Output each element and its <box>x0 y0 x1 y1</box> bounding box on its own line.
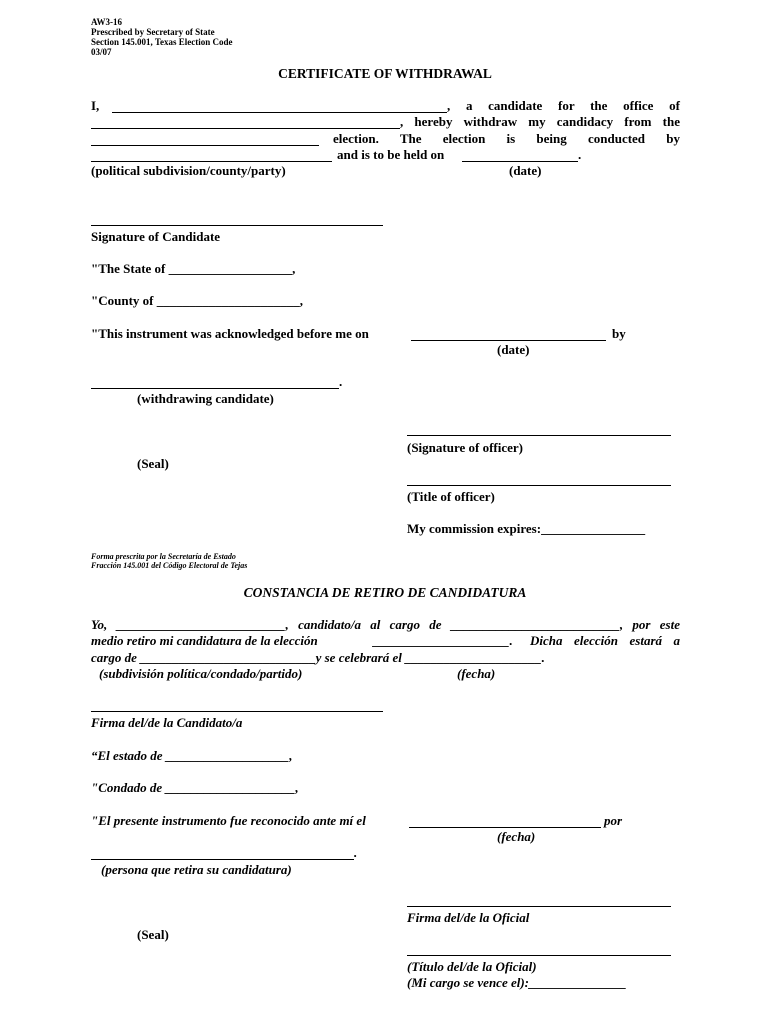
section-ref: Section 145.001, Texas Election Code <box>91 37 233 47</box>
line3-end: election. The election is being conducted by <box>333 131 680 146</box>
acknowledged-by: by <box>612 326 626 341</box>
spanish-note-1: Forma prescrita por la Secretaría de Estado <box>91 552 236 561</box>
state-of-field[interactable]: "The State of ___________________, <box>91 261 296 276</box>
reconocido-fecha-label: (fecha) <box>497 829 536 844</box>
english-title: CERTIFICATE OF WITHDRAWAL <box>278 66 492 81</box>
prescribed-by: Prescribed by Secretary of State <box>91 27 215 37</box>
line1-start: I, <box>91 98 100 113</box>
spanish-note-2: Fracción 145.001 del Código Electoral de Tejas <box>91 561 248 570</box>
firma-candidato-label: Firma del/de la Candidato/a <box>91 715 243 730</box>
firma-oficial-label: Firma del/de la Oficial <box>407 910 530 925</box>
firma-oficial-line[interactable] <box>407 906 671 907</box>
political-subdivision-label: (political subdivision/county/party) <box>91 163 286 178</box>
condado-de-field[interactable]: "Condado de ____________________, <box>91 780 299 795</box>
commission-expires-field[interactable]: My commission expires:________________ <box>407 521 646 536</box>
candidate-name-blank[interactable] <box>112 112 447 113</box>
line1-end: , a candidate for the office of <box>447 98 680 113</box>
spanish-fecha-label: (fecha) <box>457 666 496 681</box>
persona-period: . <box>354 845 358 860</box>
reconocido-por: por <box>604 813 623 828</box>
titulo-oficial-label: (Título del/de la Oficial) <box>407 959 537 974</box>
officer-signature-label: (Signature of officer) <box>407 440 524 455</box>
spanish-seal-label: (Seal) <box>137 927 169 942</box>
county-of-field[interactable]: "County of ______________________, <box>91 293 303 308</box>
line4-mid: and is to be held on <box>337 147 445 162</box>
acknowledged-date-blank[interactable] <box>411 340 606 341</box>
candidate-signature-line[interactable] <box>91 225 383 226</box>
spanish-election-blank[interactable]: _____________________. <box>373 633 513 648</box>
spanish-title: CONSTANCIA DE RETIRO DE CANDIDATURA <box>243 585 527 600</box>
persona-label: (persona que retira su candidatura) <box>101 862 292 877</box>
spanish-subdivision-label: (subdivisión política/condado/partido) <box>99 666 303 681</box>
date-blank[interactable] <box>462 161 578 162</box>
persona-line[interactable] <box>91 859 354 860</box>
withdrawing-period: . <box>339 374 343 389</box>
acknowledged-text: "This instrument was acknowledged before me on <box>91 326 369 341</box>
office-blank[interactable] <box>91 128 400 129</box>
spanish-candidate-signature-line[interactable] <box>91 711 383 712</box>
political-subdivision-blank[interactable] <box>91 161 332 162</box>
withdrawing-candidate-line[interactable] <box>91 388 339 389</box>
titulo-oficial-line[interactable] <box>407 955 671 956</box>
reconocido-text: "El presente instrumento fue reconocido ante mí el <box>91 813 366 828</box>
line4-end: . <box>578 147 582 162</box>
spanish-line3[interactable]: cargo de ___________________________y se celebrará el _____________________. <box>91 650 545 665</box>
cargo-vence-field[interactable]: (Mi cargo se vence el):_______________ <box>407 975 627 990</box>
estado-de-field[interactable]: “El estado de ___________________, <box>91 748 293 763</box>
form-id: AW3-16 <box>91 17 122 27</box>
date-label: (date) <box>509 163 542 178</box>
spanish-line2-end: Dicha elección estará a <box>530 633 680 648</box>
election-blank[interactable] <box>91 145 319 146</box>
spanish-line1[interactable]: Yo, __________________________, candidato/a al cargo de __________________________, por este <box>91 617 680 632</box>
form-date: 03/07 <box>91 47 112 57</box>
withdrawing-candidate-label: (withdrawing candidate) <box>137 391 274 406</box>
officer-title-line[interactable] <box>407 485 671 486</box>
seal-label: (Seal) <box>137 456 169 471</box>
officer-title-label: (Title of officer) <box>407 489 495 504</box>
officer-signature-line[interactable] <box>407 435 671 436</box>
line2-end: , hereby withdraw my candidacy from the <box>400 114 680 129</box>
spanish-line2-start: medio retiro mi candidatura de la elección <box>91 633 318 648</box>
acknowledged-date-label: (date) <box>497 342 530 357</box>
signature-of-candidate-label: Signature of Candidate <box>91 229 221 244</box>
reconocido-date-blank[interactable] <box>409 827 601 828</box>
